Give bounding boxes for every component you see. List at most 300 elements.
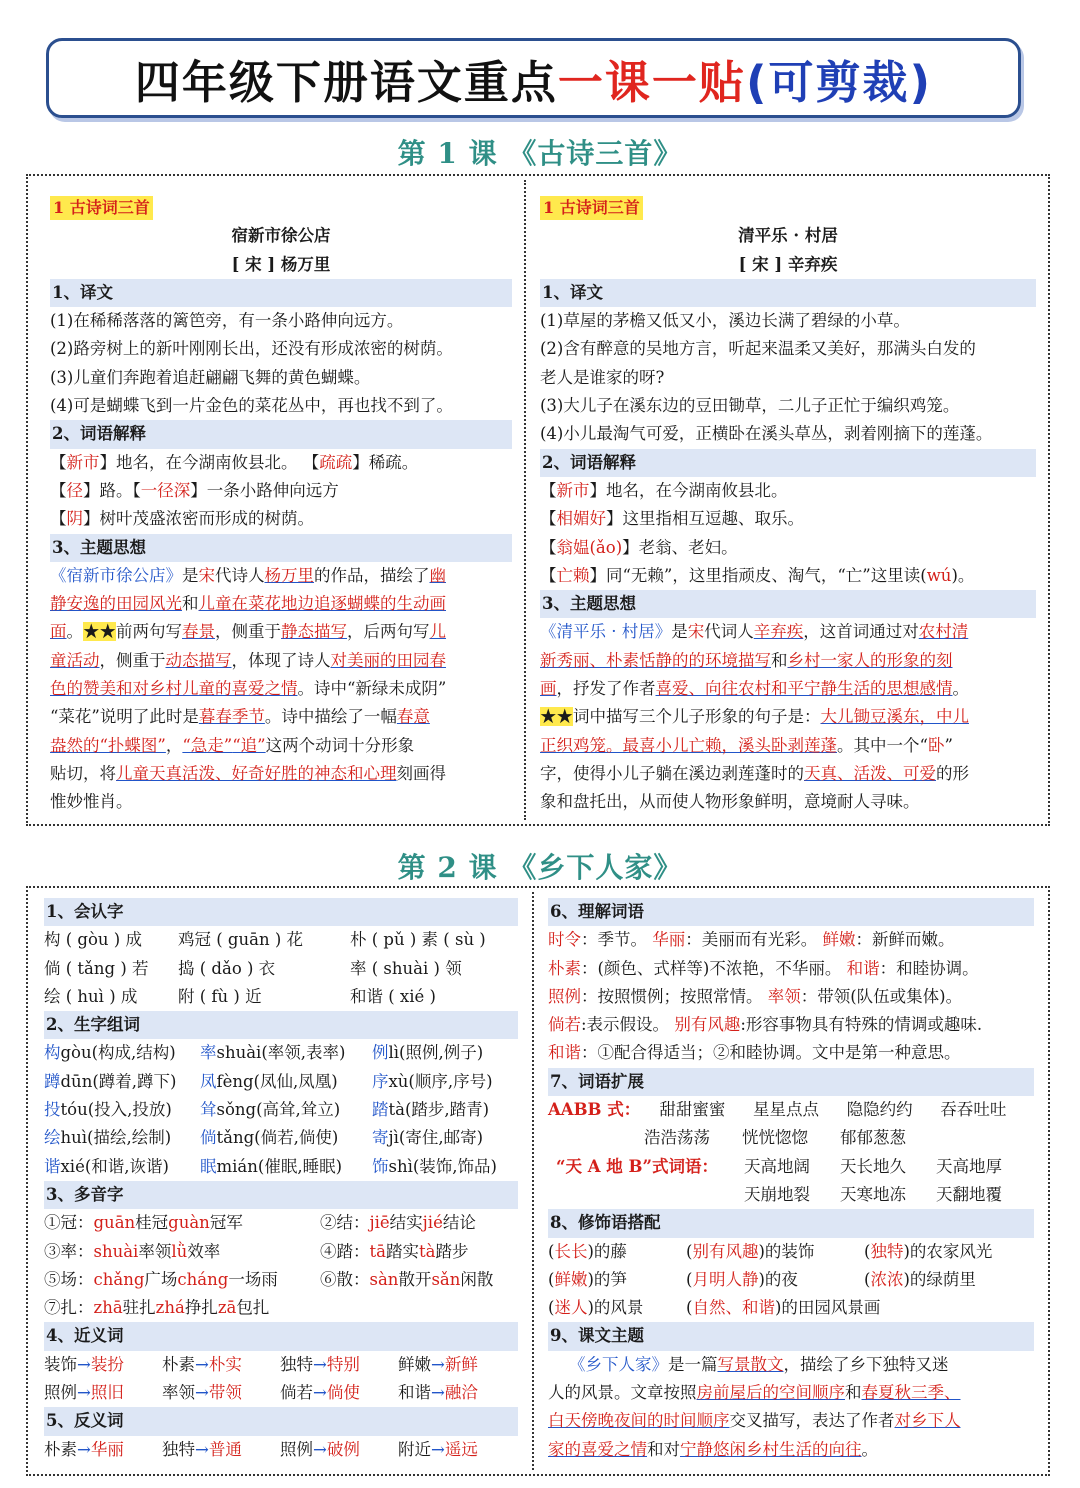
definition: :表示假设。	[581, 1015, 670, 1035]
polyphone-text: 包扎	[236, 1298, 270, 1318]
antonym-item	[44, 1436, 162, 1464]
word: 鲜嫩	[398, 1354, 431, 1374]
expand-label: “天 A 地 B”式词语：	[556, 1156, 718, 1176]
heading-synonyms: 4、近义词	[44, 1322, 518, 1350]
heading-expand: 7、词语扩展	[548, 1068, 1034, 1096]
lesson-1-left-column	[50, 194, 512, 817]
lesson-1-section	[26, 174, 1050, 826]
word: 和谐	[398, 1383, 431, 1403]
synonym-item	[280, 1351, 398, 1379]
word-char: 凤	[200, 1071, 217, 1091]
definition: ：季节。	[581, 930, 647, 950]
recognize-row	[44, 983, 518, 1011]
poem-title: 清平乐 · 村居	[738, 226, 838, 246]
arrow-icon: →	[195, 1383, 209, 1403]
modifier: 浓浓	[870, 1269, 904, 1289]
word-combos: jì(寄住,邮寄)	[388, 1128, 484, 1148]
spacer	[548, 1181, 744, 1209]
theme-line: 字，使得小儿子躺在溪边剥莲蓬时的天真、活泼、可爱的形	[540, 763, 969, 783]
modifier-item	[548, 1238, 686, 1266]
defined-word: 率领	[767, 986, 801, 1006]
modifier: 鲜嫩	[554, 1269, 588, 1289]
translation-line: (4)小儿最淘气可爱，正横卧在溪头草丛，剥着刚摘下的莲蓬。	[540, 424, 993, 444]
pinyin: lǜ	[171, 1241, 188, 1261]
theme-line: 象和盘托出，从而使人物形象鲜明，意境耐人寻味。	[540, 792, 920, 812]
modifier-item	[864, 1238, 1034, 1266]
theme-line: 贴切，将儿童天真活泼、好奇好胜的神态和心理刻画得	[50, 763, 446, 783]
antonym-item	[398, 1436, 516, 1464]
paren: (	[686, 1241, 693, 1261]
modifier-row	[548, 1238, 1034, 1266]
definition: ：美丽而有光彩。	[685, 930, 818, 950]
modifier: 长长	[554, 1241, 588, 1261]
section-tag: 1 古诗词三首	[50, 196, 153, 220]
pinyin: tà	[418, 1241, 436, 1261]
defined-word: 和谐	[846, 958, 880, 978]
word: 朴实	[208, 1354, 242, 1374]
definition: :形容事物具有特殊的情调或趣味.	[740, 1015, 983, 1035]
page-title-highlight: 一课一贴	[557, 55, 746, 109]
polyphone-text: 挣扎	[184, 1298, 218, 1318]
translation-line: (2)路旁树上的新叶刚刚长出，还没有形成浓密的树荫。	[50, 339, 453, 359]
vocab-line: 【新市】地名，在今湖南攸县北。	[540, 480, 788, 500]
word: 装饰	[44, 1354, 77, 1374]
expand-word: 天崩地裂	[744, 1184, 810, 1204]
definition-row	[548, 955, 1034, 983]
modifier: 别有风趣	[692, 1241, 759, 1261]
polyphone-text: 散开	[398, 1269, 432, 1289]
polyphone-text: 广场	[144, 1269, 178, 1289]
recognize-item: 附 ( fù ) 近	[178, 986, 262, 1006]
vocab-line: 【新市】地名，在今湖南攸县北。 【疏疏】稀疏。	[50, 452, 419, 472]
word: 朴素	[44, 1439, 77, 1459]
pinyin: jiē	[369, 1213, 390, 1233]
column-divider	[524, 180, 526, 820]
word-char: 踏	[372, 1100, 389, 1120]
theme-line: 惟妙惟肖。	[50, 792, 133, 812]
arrow-icon: →	[313, 1383, 327, 1403]
polyphone-item	[320, 1209, 518, 1237]
recognize-item: 率 ( shuài ) 领	[350, 958, 462, 978]
polyphone-text: ③率：	[44, 1241, 94, 1261]
word-combos: sǒng(高耸,耸立)	[216, 1100, 341, 1120]
word-group-item	[372, 1096, 518, 1124]
word: 新鲜	[444, 1354, 478, 1374]
polyphone-text: 效率	[187, 1241, 221, 1261]
theme-line: 盎然的“扑蝶图”，“急走”“追”这两个动词十分形象	[50, 735, 415, 755]
paren: (	[548, 1298, 555, 1318]
word-combos: shì(装饰,饰品)	[388, 1156, 497, 1176]
section-tag: 1 古诗词三首	[540, 196, 643, 220]
translation-line: (2)含有醉意的吴地方言，听起来温柔又美好，那满头白发的	[540, 339, 976, 359]
expand-word: 吞吞吐吐	[940, 1100, 1007, 1120]
word-group-item	[200, 1124, 372, 1152]
arrow-icon: →	[77, 1354, 91, 1374]
polyphone-text: ④踏：	[320, 1241, 370, 1261]
page-title-main: 四年级下册语文重点	[134, 55, 558, 109]
polyphone-row	[44, 1238, 518, 1266]
lesson-1-right-column	[540, 194, 1036, 817]
polyphone-text: 率领	[138, 1241, 172, 1261]
definition: ：带领(队伍或集体)。	[800, 986, 963, 1006]
page-title-note: (可剪裁)	[745, 55, 933, 109]
polyphone-text: ⑤场：	[44, 1269, 94, 1289]
modifier-item	[548, 1294, 686, 1322]
expand-label: AABB 式：	[548, 1100, 641, 1120]
heading-polyphone: 3、多音字	[44, 1181, 518, 1209]
theme-line: 色的赞美和对乡村儿童的喜爱之情。诗中“新绿未成阴”	[50, 679, 447, 699]
recognize-item: 鸡冠 ( guān ) 花	[178, 930, 304, 950]
heading-antonyms: 5、反义词	[44, 1407, 518, 1435]
pinyin: zā	[217, 1298, 237, 1318]
word-group-item	[44, 1124, 200, 1152]
polyphone-text: 闲散	[460, 1269, 494, 1289]
word: 倘若	[280, 1383, 313, 1403]
word: 遥远	[444, 1439, 478, 1459]
translation-line: (4)可是蝴蝶飞到一片金色的菜花丛中，再也找不到了。	[50, 396, 453, 416]
vocab-line: 【相媚好】这里指相互逗趣、取乐。	[540, 509, 804, 529]
pinyin: shuài	[93, 1241, 139, 1261]
modifier-item	[548, 1266, 686, 1294]
word: 独特	[280, 1354, 313, 1374]
definition: ：新鲜而嫩。	[855, 930, 955, 950]
translation-line: 老人是谁家的呀?	[540, 367, 665, 387]
heading-theme: 3、主题思想	[50, 534, 512, 562]
word-group-item	[372, 1039, 518, 1067]
recognize-item: 朴 ( pǔ ) 素 ( sù )	[350, 930, 486, 950]
expand-word: 星星点点	[753, 1100, 820, 1120]
poem-author: [ 宋 ] 杨万里	[231, 254, 331, 274]
word-group-item	[372, 1068, 518, 1096]
page-title-box	[46, 38, 1021, 118]
heading-words: 2、生字组词	[44, 1011, 518, 1039]
antonym-item	[162, 1436, 280, 1464]
theme-line: 面。★★前两句写春景，侧重于静态描写，后两句写儿	[50, 622, 446, 642]
word: 带领	[208, 1383, 242, 1403]
theme-line: 童活动，侧重于动态描写，体现了诗人对美丽的田园春	[50, 650, 446, 670]
word-group-item	[200, 1068, 372, 1096]
word: 照旧	[90, 1383, 124, 1403]
modified: )的农家风光	[903, 1241, 993, 1261]
lesson-1-title: 第 1 课 《古诗三首》	[397, 137, 683, 170]
recognize-item: 构 ( gòu ) 成	[44, 930, 142, 950]
paren: (	[864, 1269, 871, 1289]
defined-word: 和谐	[548, 1043, 581, 1063]
poem-author: [ 宋 ] 辛弃疾	[738, 254, 838, 274]
modified: )的绿荫里	[903, 1269, 976, 1289]
polyphone-text: ②结：	[320, 1213, 370, 1233]
arrow-icon: →	[313, 1354, 327, 1374]
arrow-icon: →	[431, 1383, 445, 1403]
defined-word: 朴素	[548, 958, 581, 978]
translation-line: (1)在稀稀落落的篱笆旁，有一条小路伸向远方。	[50, 311, 404, 331]
word-char: 谐	[44, 1156, 61, 1176]
polyphone-item	[320, 1238, 518, 1266]
synonym-item	[162, 1379, 280, 1407]
theme-line: 静安逸的田园风光和儿童在菜花地边追逐蝴蝶的生动画	[50, 594, 446, 614]
defined-word: 照例	[548, 986, 581, 1006]
aabb-row	[548, 1096, 1034, 1124]
polyphone-text: ⑥散：	[320, 1269, 370, 1289]
word-char: 蹲	[44, 1071, 61, 1091]
definition: ：①配合得适当；②和睦协调。文中是第一种意思。	[581, 1043, 961, 1063]
modifier: 独特	[870, 1241, 904, 1261]
word-group-item	[44, 1039, 200, 1067]
modified: )的风景	[587, 1298, 644, 1318]
pinyin: chǎng	[93, 1269, 145, 1289]
modifier-row	[548, 1294, 1034, 1322]
aabb-row	[548, 1124, 1034, 1152]
word-char: 构	[44, 1043, 61, 1063]
theme-line: 家的喜爱之情和对宁静悠闲乡村生活的向往。	[548, 1439, 878, 1459]
modifier: 月明人静	[692, 1269, 759, 1289]
tiandi-row	[548, 1153, 1034, 1181]
expand-word: 隐隐约约	[846, 1100, 913, 1120]
arrow-icon: →	[77, 1439, 91, 1459]
word-char: 耸	[200, 1100, 217, 1120]
word-char: 投	[44, 1100, 61, 1120]
word: 附近	[398, 1439, 431, 1459]
expand-word: 天翻地覆	[936, 1184, 1002, 1204]
heading-translation: 1、译文	[50, 279, 512, 307]
word-group-item	[44, 1068, 200, 1096]
word-combos: shuài(率领,表率)	[216, 1043, 346, 1063]
theme-line: 《乡下人家》是一篇写景散文，描绘了乡下独特又迷	[568, 1354, 949, 1374]
theme-line: 人的风景。文章按照房前屋后的空间顺序和春夏秋三季、	[548, 1383, 961, 1403]
paren: (	[548, 1241, 555, 1261]
definition-row	[548, 926, 1034, 954]
word-group-row	[44, 1068, 518, 1096]
theme-line: 画，抒发了作者喜爱、向往农村和平宁静生活的思想感情。	[540, 679, 969, 699]
antonym-item	[280, 1436, 398, 1464]
arrow-icon: →	[431, 1439, 445, 1459]
modifier: 迷人	[554, 1298, 588, 1318]
recognize-item: 和谐 ( xié )	[350, 986, 436, 1006]
word-group-item	[372, 1124, 518, 1152]
definition: ：(颜色、式样等)不浓艳，不华丽。	[581, 958, 842, 978]
definition-row	[548, 1011, 1034, 1039]
polyphone-text: 结实	[389, 1213, 423, 1233]
expand-word: 天长地久	[840, 1156, 906, 1176]
modifier: 自然、和谐	[692, 1298, 775, 1318]
theme-line: 《宿新市徐公店》是宋代诗人杨万里的作品，描绘了幽	[50, 565, 446, 585]
polyphone-item	[44, 1294, 269, 1322]
expand-word: 浩浩荡荡	[644, 1128, 710, 1148]
word-combos: gòu(构成,结构)	[60, 1043, 176, 1063]
word: 破例	[326, 1439, 360, 1459]
word-combos: lì(照例,例子)	[388, 1043, 484, 1063]
recognize-item: 捣 ( dǎo ) 衣	[178, 958, 276, 978]
definition: ：和睦协调。	[879, 958, 979, 978]
modifier-row	[548, 1266, 1034, 1294]
definition: ：按照惯例；按照常情。	[581, 986, 763, 1006]
word-char: 序	[372, 1071, 389, 1091]
pinyin: guàn	[168, 1213, 210, 1233]
synonym-item	[162, 1351, 280, 1379]
synonym-item	[398, 1351, 516, 1379]
heading-theme: 9、课文主题	[548, 1322, 1034, 1350]
theme-line: 新秀丽、朴素恬静的的环境描写和乡村一家人的形象的刻	[540, 650, 953, 670]
theme-line: 白天傍晚夜间的时间顺序交叉描写，表达了作者对乡下人	[548, 1411, 961, 1431]
word-char: 饰	[372, 1156, 389, 1176]
word-group-row	[44, 1096, 518, 1124]
word-group-row	[44, 1153, 518, 1181]
antonym-row	[44, 1436, 518, 1464]
expand-word: 天高地阔	[744, 1156, 810, 1176]
arrow-icon: →	[195, 1439, 209, 1459]
word-combos: fèng(凤仙,凤凰)	[216, 1071, 338, 1091]
modified: )的笋	[587, 1269, 627, 1289]
defined-word: 倘若	[548, 1015, 581, 1035]
arrow-icon: →	[195, 1354, 209, 1374]
word-group-item	[372, 1153, 518, 1181]
word: 华丽	[90, 1439, 124, 1459]
translation-line: (3)大儿子在溪东边的豆田锄草，二儿子正忙于编织鸡笼。	[540, 396, 960, 416]
modified: )的夜	[758, 1269, 798, 1289]
heading-understand: 6、理解词语	[548, 898, 1034, 926]
recognize-item: 绘 ( huì ) 成	[44, 986, 138, 1006]
heading-recognize: 1、会认字	[44, 898, 518, 926]
theme-line: 《清平乐 · 村居》是宋代词人辛弃疾，这首词通过对农村清	[540, 622, 969, 642]
word-group-item	[200, 1096, 372, 1124]
word: 照例	[280, 1439, 313, 1459]
synonym-item	[44, 1351, 162, 1379]
pinyin: guān	[93, 1213, 136, 1233]
word: 独特	[162, 1439, 195, 1459]
word-group-item	[200, 1039, 372, 1067]
paren: (	[686, 1298, 693, 1318]
polyphone-text: ①冠：	[44, 1213, 94, 1233]
modifier-item	[686, 1266, 864, 1294]
heading-vocab: 2、词语解释	[540, 449, 1036, 477]
modified: )的田园风景画	[774, 1298, 881, 1318]
word: 倘使	[326, 1383, 360, 1403]
word-combos: dūn(蹲着,蹲下)	[60, 1071, 177, 1091]
word-combos: tǎng(倘若,倘使)	[216, 1128, 339, 1148]
arrow-icon: →	[313, 1439, 327, 1459]
word-combos: tà(踏步,踏青)	[388, 1100, 490, 1120]
word: 特别	[326, 1354, 360, 1374]
word-group-row	[44, 1039, 518, 1067]
pinyin: sàn	[369, 1269, 399, 1289]
lesson-2-left-column	[44, 898, 518, 1464]
translation-line: (1)草屋的茅檐又低又小，溪边长满了碧绿的小草。	[540, 311, 910, 331]
expand-word: 天寒地冻	[840, 1184, 906, 1204]
pinyin: jié	[422, 1213, 443, 1233]
expand-word: 郁郁葱葱	[840, 1128, 906, 1148]
synonym-row	[44, 1351, 518, 1379]
expand-word: 甜甜蜜蜜	[659, 1100, 726, 1120]
word-group-item	[200, 1153, 372, 1181]
word-group-row	[44, 1124, 518, 1152]
polyphone-text: 一场雨	[228, 1269, 278, 1289]
synonym-item	[280, 1379, 398, 1407]
column-divider	[532, 892, 534, 1470]
definition-row	[548, 1039, 1034, 1067]
polyphone-row	[44, 1209, 518, 1237]
expand-word: 天高地厚	[936, 1156, 1002, 1176]
word-combos: xù(顺序,序号)	[388, 1071, 493, 1091]
paren: (	[686, 1269, 693, 1289]
word-combos: huì(描绘,绘制)	[60, 1128, 172, 1148]
word-char: 绘	[44, 1128, 61, 1148]
definition-row	[548, 983, 1034, 1011]
pinyin: sǎn	[431, 1269, 461, 1289]
recognize-item: 倘 ( tǎng ) 若	[44, 958, 149, 978]
word-char: 率	[200, 1043, 217, 1063]
word-combos: xié(和谐,诙谐)	[60, 1156, 169, 1176]
pinyin: cháng	[177, 1269, 229, 1289]
modifier-item	[686, 1238, 864, 1266]
word: 朴素	[162, 1354, 195, 1374]
arrow-icon: →	[431, 1354, 445, 1374]
translation-line: (3)儿童们奔跑着追赶翩翩飞舞的黄色蝴蝶。	[50, 367, 371, 387]
synonym-item	[398, 1379, 516, 1407]
pinyin: zhā	[93, 1298, 123, 1318]
synonym-item	[44, 1379, 162, 1407]
polyphone-row	[44, 1294, 518, 1322]
polyphone-row	[44, 1266, 518, 1294]
synonym-row	[44, 1379, 518, 1407]
word-combos: tóu(投入,投放)	[60, 1100, 172, 1120]
recognize-row	[44, 955, 518, 983]
polyphone-text: 结论	[442, 1213, 476, 1233]
paren: (	[548, 1269, 555, 1289]
poem-title: 宿新市徐公店	[231, 226, 331, 246]
defined-word: 别有风趣	[674, 1015, 741, 1035]
polyphone-text: 踏步	[435, 1241, 469, 1261]
defined-word: 华丽	[652, 930, 686, 950]
word-combos: mián(催眠,睡眠)	[216, 1156, 343, 1176]
recognize-row	[44, 926, 518, 954]
polyphone-item	[44, 1209, 320, 1237]
arrow-icon: →	[77, 1383, 91, 1403]
heading-modifier: 8、修饰语搭配	[548, 1209, 1034, 1237]
vocab-line: 【径】路。【一径深】一条小路伸向远方	[50, 480, 339, 500]
polyphone-text: 桂冠	[135, 1213, 169, 1233]
tiandi-row	[548, 1181, 1034, 1209]
modifier-item	[686, 1294, 881, 1322]
word-group-item	[44, 1153, 200, 1181]
defined-word: 时令	[548, 930, 581, 950]
word: 照例	[44, 1383, 77, 1403]
word: 融洽	[444, 1383, 478, 1403]
word: 率领	[162, 1383, 195, 1403]
defined-word: 鲜嫩	[822, 930, 856, 950]
modified: )的藤	[587, 1241, 627, 1261]
polyphone-text: 踏实	[385, 1241, 419, 1261]
polyphone-text: 驻扎	[122, 1298, 156, 1318]
pinyin: tā	[369, 1241, 386, 1261]
heading-translation: 1、译文	[540, 279, 1036, 307]
polyphone-item	[320, 1266, 518, 1294]
theme-line: ★★词中描写三个儿子形象的句子是：大儿锄豆溪东，中儿	[540, 707, 969, 727]
spacer	[640, 1096, 659, 1124]
polyphone-text: 冠军	[209, 1213, 243, 1233]
modified: )的装饰	[758, 1241, 815, 1261]
modifier-item	[864, 1266, 1034, 1294]
polyphone-item	[44, 1238, 320, 1266]
paren: (	[864, 1241, 871, 1261]
heading-theme: 3、主题思想	[540, 590, 1036, 618]
theme-line: “菜花”说明了此时是暮春季节。诗中描绘了一幅春意	[50, 707, 430, 727]
word-char: 寄	[372, 1128, 389, 1148]
vocab-line: 【亡赖】同“无赖”，这里指顽皮、淘气，“亡”这里读(wú)。	[540, 565, 975, 585]
expand-word: 恍恍惚惚	[742, 1128, 808, 1148]
word: 装扮	[90, 1354, 124, 1374]
word-char: 眠	[200, 1156, 217, 1176]
spacer	[548, 1124, 644, 1152]
